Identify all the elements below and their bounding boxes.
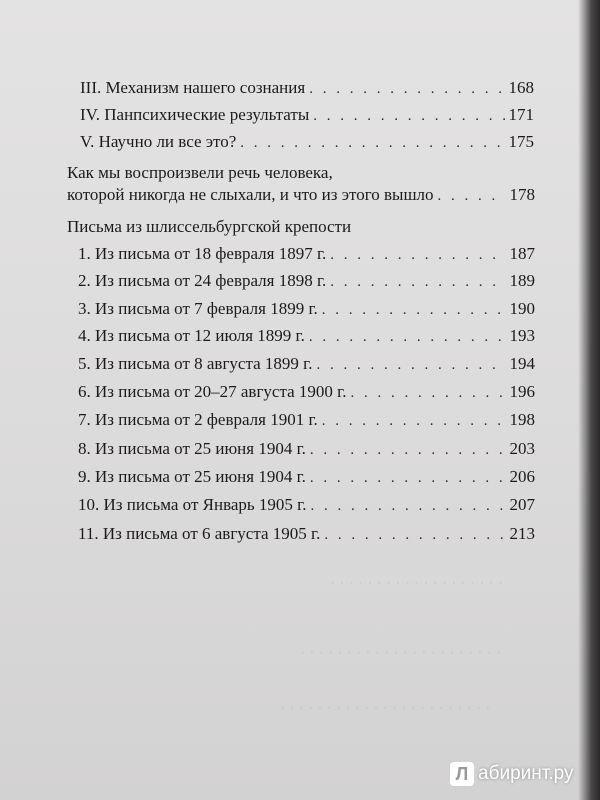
toc-entry-title: 4. Из письма от 12 июля 1899 г. <box>78 326 305 345</box>
dot-leader <box>330 272 505 292</box>
toc-entry-page: 213 <box>509 524 535 543</box>
toc-entry-page: 190 <box>509 299 535 318</box>
toc-entry-page: 171 <box>508 105 534 124</box>
watermark-logo <box>450 762 573 786</box>
toc-entry <box>78 354 535 375</box>
bleed-through-text: · · · · · · · · · · · · · · · · · · · · · · <box>300 645 502 662</box>
dot-leader <box>330 245 505 265</box>
dot-leader <box>309 327 506 347</box>
section-heading: Письма из шлиссельбургской крепости <box>67 217 352 236</box>
toc-entry-title: 2. Из письма от 24 февраля 1898 г. <box>78 271 327 290</box>
toc-entry <box>80 105 534 126</box>
toc-entry <box>78 382 535 403</box>
dot-leader <box>310 440 506 460</box>
toc-entry <box>78 439 535 460</box>
page-edge-shadow <box>578 0 600 800</box>
dot-leader <box>310 496 505 516</box>
toc-entry-page: 168 <box>508 78 534 97</box>
toc-entry-title: 1. Из письма от 18 февраля 1897 г. <box>78 244 327 263</box>
labirint-logo-icon: Л <box>450 762 474 786</box>
toc-entry-title: 10. Из письма от Январь 1905 г. <box>78 495 307 514</box>
bleed-through-text: · · · · · · · · · · · · · · · · · · · · · · · <box>280 700 491 717</box>
toc-entry-title: 7. Из письма от 2 февраля 1901 г. <box>78 410 318 429</box>
toc-entry-page: 196 <box>509 382 535 401</box>
toc-entry-page: 189 <box>509 271 535 290</box>
toc-entry-page: 198 <box>509 410 535 429</box>
dot-leader <box>324 525 505 545</box>
toc-entry-title: 5. Из письма от 8 августа 1899 г. <box>78 354 313 373</box>
toc-entry-title: 9. Из письма от 25 июня 1904 г. <box>78 467 306 486</box>
toc-entry <box>78 495 535 516</box>
section-heading-line: Как мы воспроизвели речь человека, <box>67 163 333 182</box>
dot-leader <box>240 133 504 153</box>
toc-entry <box>80 78 534 99</box>
dot-leader <box>438 186 506 206</box>
toc-entry <box>78 326 535 347</box>
toc-entry <box>80 132 534 153</box>
toc-entry-page: 207 <box>509 495 535 514</box>
toc-entry-title: IV. Панпсихические результаты <box>80 105 310 124</box>
toc-entry-page: 193 <box>509 326 535 345</box>
dot-leader <box>322 300 506 320</box>
toc-entry-page: 178 <box>509 185 535 204</box>
dot-leader <box>309 79 504 99</box>
dot-leader <box>310 468 506 488</box>
toc-entry-page: 194 <box>509 354 535 373</box>
toc-entry <box>78 271 535 292</box>
toc-entry-title: III. Механизм нашего сознания <box>80 78 306 97</box>
toc-entry <box>67 185 535 206</box>
dot-leader <box>316 355 505 375</box>
toc-entry-title: 3. Из письма от 7 февраля 1899 г. <box>78 299 318 318</box>
toc-entry <box>78 467 535 488</box>
toc-entry <box>78 410 535 431</box>
toc-entry-title: V. Научно ли все это? <box>80 132 237 151</box>
watermark-text: абиринт.ру <box>478 763 574 784</box>
toc-entry-page: 187 <box>509 244 535 263</box>
dot-leader <box>313 106 504 126</box>
toc-entry-title: 6. Из письма от 20–27 августа 1900 г. <box>78 382 347 401</box>
toc-entry-page: 175 <box>508 132 534 151</box>
toc-entry <box>78 244 535 265</box>
dot-leader <box>350 383 505 403</box>
toc-entry-page: 203 <box>509 439 535 458</box>
toc-entry-title: 8. Из письма от 25 июня 1904 г. <box>78 439 306 458</box>
toc-entry-page: 206 <box>509 467 535 486</box>
toc-entry <box>78 524 535 545</box>
toc-entry-title: 11. Из письма от 6 августа 1905 г. <box>78 524 321 543</box>
section-heading-line: которой никогда не слыхали, и что из этого вышло <box>67 185 434 204</box>
bleed-through-text: · · · · · · · · · · · · · · · · · · · <box>330 575 504 592</box>
toc-entry <box>78 299 535 320</box>
dot-leader <box>322 411 506 431</box>
